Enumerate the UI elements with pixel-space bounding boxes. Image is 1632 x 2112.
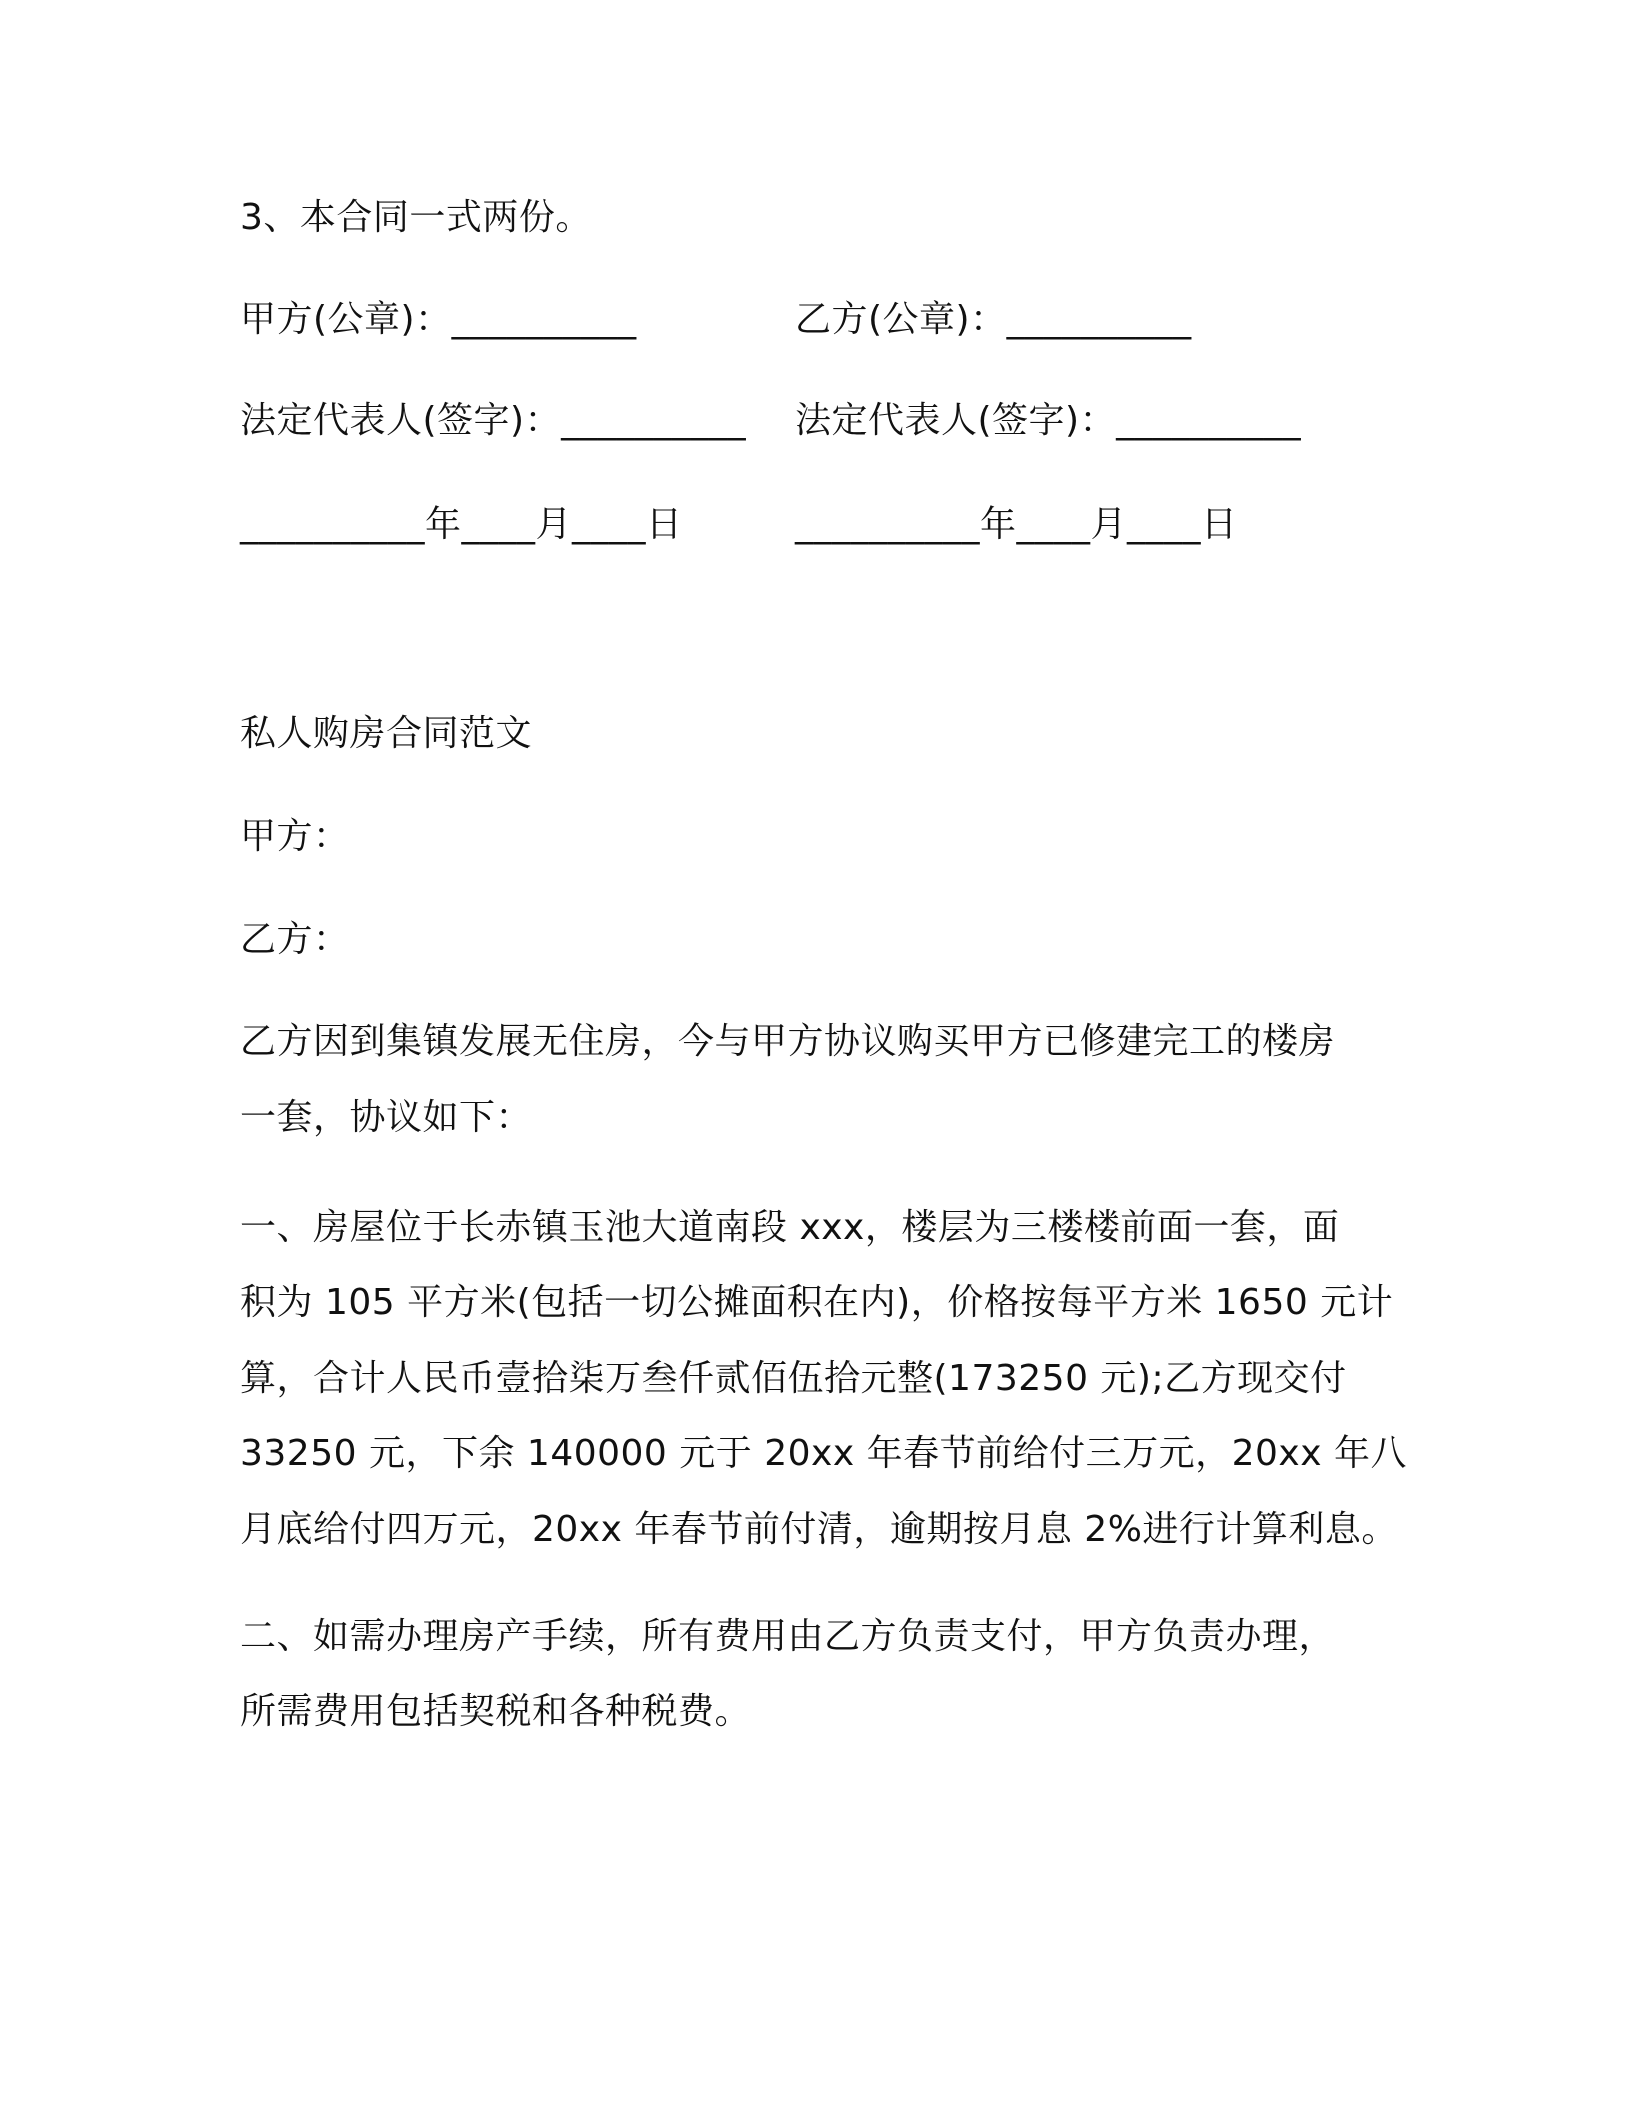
- article-1-line: 月底给付四万元，20xx 年春节前付清，逾期按月息 2%进行计算利息。: [240, 1509, 1398, 1550]
- article-1-line: 算，合计人民币壹拾柒万叁仟贰佰伍拾元整(173250 元);乙方现交付: [240, 1358, 1347, 1399]
- document-title: 私人购房合同范文: [240, 713, 533, 754]
- party-b-label: 乙方：: [240, 919, 350, 960]
- article-2-line: 所需费用包括契税和各种税费。: [240, 1691, 752, 1732]
- party-b-seal-field: 乙方(公章)：__________: [795, 299, 1192, 340]
- article-2-line: 二、如需办理房产手续，所有费用由乙方负责支付，甲方负责办理，: [240, 1616, 1336, 1657]
- intro-line: 一套，协议如下：: [240, 1097, 533, 1138]
- intro-line: 乙方因到集镇发展无住房，今与甲方协议购买甲方已修建完工的楼房: [240, 1021, 1336, 1062]
- party-a-seal-field: 甲方(公章)：__________: [240, 299, 637, 340]
- party-b-date-field: __________年____月____日: [795, 504, 1238, 545]
- party-b-representative-field: 法定代表人(签字)：__________: [795, 400, 1302, 441]
- party-a-date-field: __________年____月____日: [240, 504, 683, 545]
- article-1-line: 33250 元，下余 140000 元于 20xx 年春节前给付三万元，20xx 年八: [240, 1433, 1407, 1474]
- clause-3: 3、本合同一式两份。: [240, 197, 592, 238]
- party-a-label: 甲方：: [240, 816, 350, 857]
- article-1-line: 一、房屋位于长赤镇玉池大道南段 xxx，楼层为三楼楼前面一套，面: [240, 1207, 1340, 1248]
- party-a-representative-field: 法定代表人(签字)：__________: [240, 400, 747, 441]
- article-1-line: 积为 105 平方米(包括一切公摊面积在内)，价格按每平方米 1650 元计: [240, 1282, 1394, 1323]
